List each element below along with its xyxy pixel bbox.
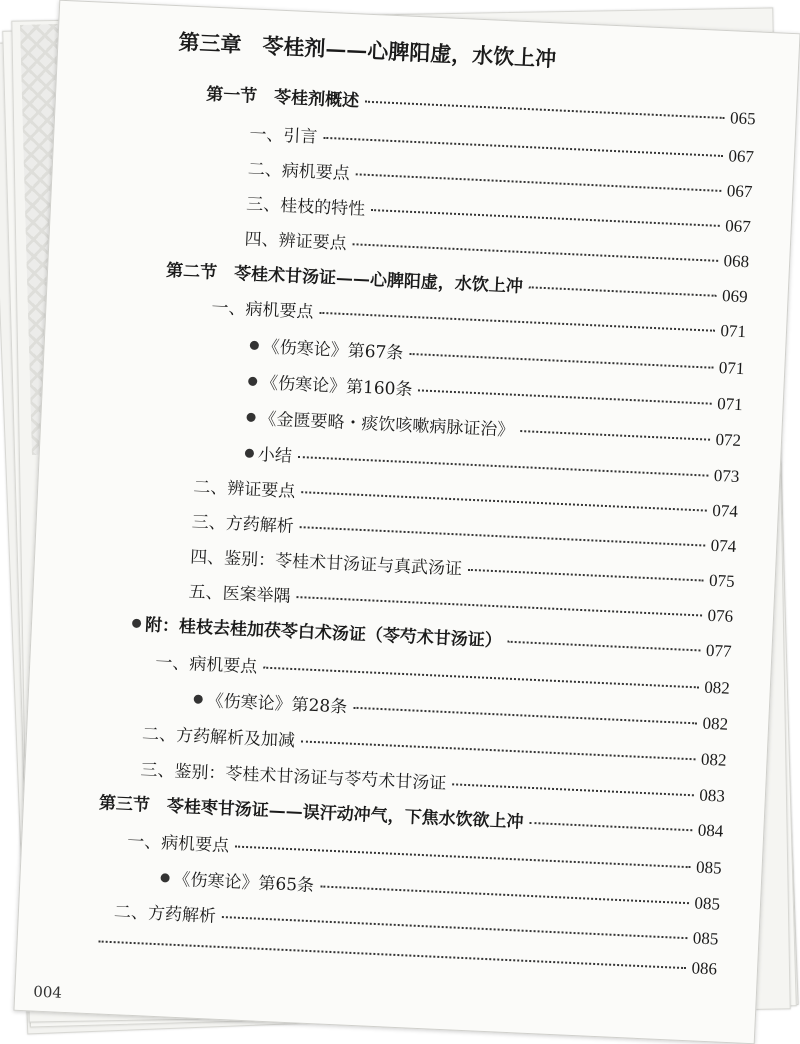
page-number: 004 (32, 982, 63, 1002)
leader-dots (508, 640, 700, 652)
toc-entry-label (188, 577, 291, 607)
toc-entry-label (132, 610, 503, 652)
toc-entry-text: 二、辨证要点 (192, 477, 296, 502)
leader-dots (298, 455, 708, 477)
leader-dots (409, 352, 713, 369)
toc-entry-label (166, 256, 524, 297)
bullet-icon (246, 413, 255, 422)
toc-entry-label (246, 404, 515, 441)
toc-entry-label (98, 788, 524, 832)
toc-entry-page: 082 (703, 677, 731, 698)
leader-dots (452, 782, 693, 796)
toc-entry-text: 一、病机要点 (154, 652, 258, 678)
toc-entry-text: 一、病机要点 (126, 831, 230, 857)
toc-entry-page: 068 (723, 251, 750, 272)
chapter-title-text: 第三章 苓桂剂——心脾阳虚，水饮上冲 (177, 29, 557, 72)
toc-entry-page: 067 (728, 146, 755, 167)
toc-entry-page: 073 (713, 465, 740, 487)
toc-entry-label (244, 224, 347, 254)
bullet-icon (160, 873, 169, 882)
toc-entry-text: 三、方药解析 (191, 512, 295, 537)
leader-dots (235, 845, 690, 869)
leader-dots (371, 208, 719, 227)
toc-entry-text: 《伤寒论》第65条 (173, 869, 315, 897)
toc-entry-text: 第二节 苓桂术甘汤证——心脾阳虚，水饮上冲 (165, 260, 524, 297)
leader-dots (301, 739, 695, 760)
toc-entry-label (193, 472, 296, 502)
toc-entry-text: 三、桂枝的特性 (245, 194, 366, 220)
leader-dots (520, 429, 709, 441)
toc-entry-text: 二、方药解析 (113, 902, 217, 927)
toc-entry-text: 《金匮要略・痰饮咳嗽病脉证治》 (259, 409, 515, 441)
toc-entry-label (244, 440, 292, 467)
leader-dots (296, 595, 701, 616)
toc-entry-label (191, 507, 294, 537)
toc-entry-page: 086 (691, 958, 718, 979)
toc-entry-label (211, 293, 314, 323)
toc-entry-page: 069 (721, 286, 749, 307)
leader-dots (319, 311, 714, 332)
toc-entry-page: 085 (694, 893, 721, 914)
toc-entry-page: 085 (695, 857, 723, 878)
toc-entry-page: 075 (708, 570, 736, 591)
toc-entry-page: 077 (705, 640, 732, 661)
toc-entry-page: 082 (702, 713, 729, 734)
leader-dots (365, 100, 724, 119)
toc-entry-page: 082 (700, 749, 727, 770)
toc-entry-label (114, 897, 217, 927)
toc-entry-page: 067 (724, 216, 752, 237)
leader-dots (356, 172, 721, 192)
toc-entry-text: 五、医案举隅 (188, 582, 291, 607)
toc-entry-text: 一、引言 (248, 124, 318, 148)
toc-entry-text: 一、病机要点 (211, 297, 314, 323)
leader-dots (323, 136, 722, 157)
toc-entry-label (206, 79, 360, 111)
toc-entry-page: 071 (718, 357, 745, 379)
toc-entry-page: 065 (729, 108, 757, 129)
toc-entry-text: 第一节 苓桂剂概述 (205, 84, 360, 112)
leader-dots (300, 525, 705, 546)
bullet-icon (248, 377, 257, 386)
toc-entry-page: 074 (710, 535, 737, 556)
toc-entry-label (155, 648, 258, 678)
chapter-title (178, 26, 557, 73)
toc-entry-page: 067 (726, 181, 753, 202)
toc-entry-text: 二、病机要点 (247, 159, 351, 185)
leader-dots (301, 490, 706, 511)
toc-entry-label (246, 189, 366, 219)
toc-entry-page: 085 (692, 928, 719, 949)
leader-dots (353, 706, 697, 725)
toc-page (13, 0, 800, 1044)
leader-dots (352, 242, 717, 262)
toc-entry-page: 071 (716, 393, 744, 415)
bullet-icon (194, 695, 203, 704)
bullet-icon (132, 619, 141, 628)
toc-entry-text: 三、鉴别：苓桂术甘汤证与苓芍术甘汤证 (140, 760, 447, 795)
toc-entry-label (140, 755, 447, 794)
toc-entry-label (249, 332, 404, 364)
toc-entry-label (160, 864, 315, 896)
toc-entry-text: 附：桂枝去桂加茯苓白术汤证（苓芍术甘汤证） (144, 615, 503, 652)
leader-dots (468, 568, 703, 582)
toc-entry-page: 084 (697, 820, 724, 841)
leader-dots (529, 821, 691, 831)
toc-entry-label (127, 827, 230, 857)
leader-dots (529, 285, 716, 297)
toc-entry-page: 071 (720, 321, 747, 342)
toc-entry-text: 二、方药解析及加减 (141, 724, 296, 752)
toc-entry-text: 《伤寒论》第160条 (260, 373, 413, 401)
toc-entry-text: 第三节 苓桂枣甘汤证——误汗动冲气，下焦水饮欲上冲 (98, 793, 524, 833)
toc-entry-page: 076 (707, 605, 734, 626)
toc-entry-label (249, 119, 318, 147)
toc-entry-text: 《伤寒论》第28条 (206, 691, 348, 718)
toc-entry-label (247, 154, 350, 184)
toc-entry-page: 074 (711, 500, 739, 521)
bullet-icon (245, 449, 254, 458)
toc-entry-text: 四、鉴别：苓桂术甘汤证与真武汤证 (189, 547, 463, 580)
toc-entry-label (193, 686, 348, 718)
leader-dots (418, 388, 711, 404)
toc-entry-label (190, 542, 463, 579)
toc-entry-label (142, 719, 296, 751)
leader-dots (263, 666, 698, 689)
toc-entry-page: 083 (698, 785, 726, 806)
leader-dots (320, 884, 689, 904)
bullet-icon (250, 341, 259, 350)
toc-entry-text: 小结 (257, 445, 293, 467)
toc-entry-page: 072 (715, 429, 742, 451)
toc-entry-text: 四、辨证要点 (244, 229, 348, 254)
toc-entry-text: 《伤寒论》第67条 (262, 337, 404, 364)
leader-dots (222, 915, 687, 939)
toc-entry-label (248, 368, 413, 400)
toc-content (14, 1, 799, 1044)
